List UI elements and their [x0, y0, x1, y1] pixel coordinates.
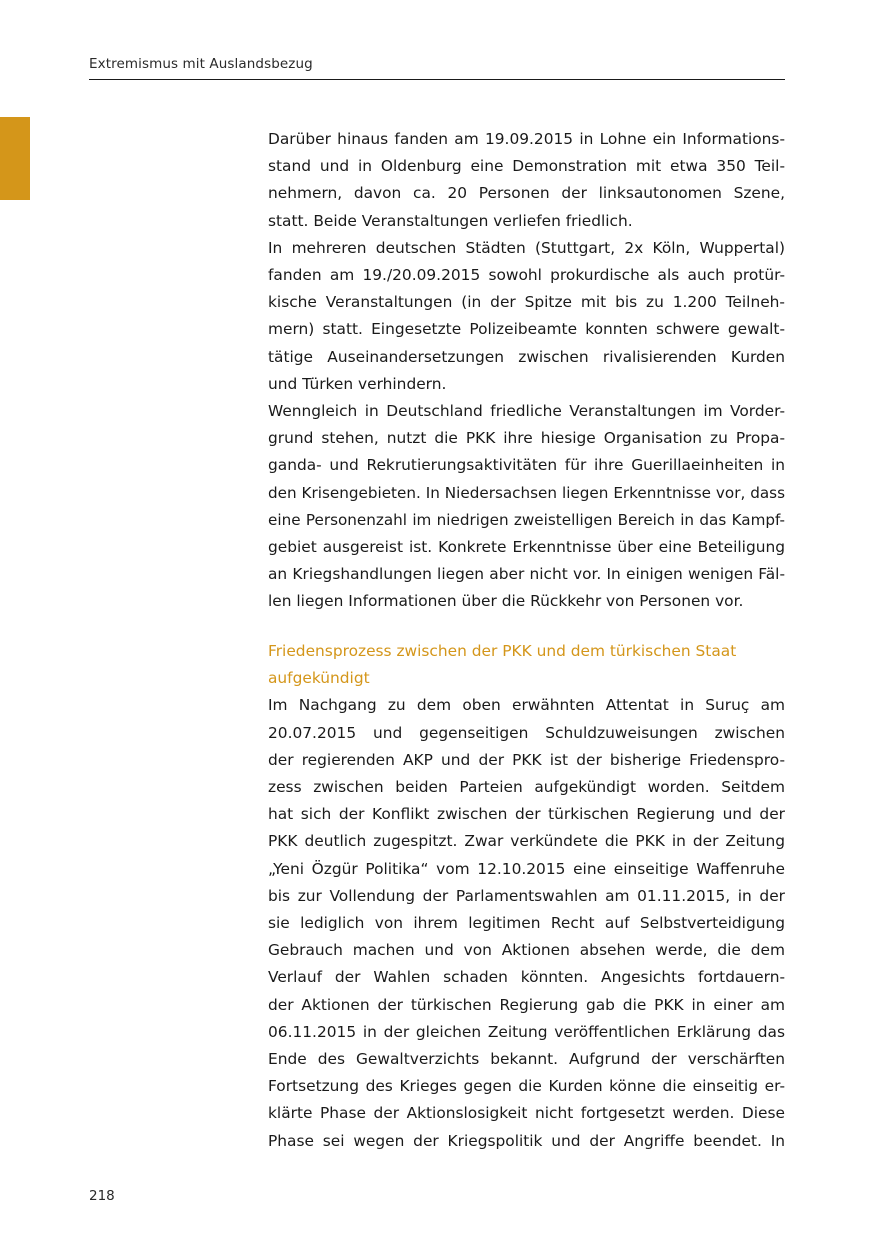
running-header: Extremismus mit Auslandsbezug: [89, 56, 313, 72]
text-line: „Yeni Özgür Politika“ vom 12.10.2015 eine einseitige Waffenruhe: [268, 859, 785, 878]
text-line: stand und in Oldenburg eine Demonstration mit etwa 350 Teil-: [268, 157, 785, 176]
text-line: Darüber hinaus fanden am 19.09.2015 in Lohne ein Informations-: [268, 130, 785, 148]
text-line: den Krisengebieten. In Niedersachsen liegen Erkenntnisse vor, dass: [268, 483, 785, 502]
paragraph-demonstrations-lower-saxony: [268, 126, 785, 235]
text-line: sie lediglich von ihrem legitimen Recht auf Selbstverteidigung: [268, 914, 785, 933]
text-line: der Aktionen der türkischen Regierung gab die PKK in einer am: [268, 995, 785, 1014]
text-line: grund stehen, nutzt die PKK ihre hiesige Organisation zu Propa-: [268, 429, 785, 448]
text-line: len liegen Informationen über die Rückkehr von Personen vor.: [268, 592, 744, 611]
section-body-column: [268, 638, 785, 1155]
text-line: In mehreren deutschen Städten (Stuttgart, 2x Köln, Wuppertal): [268, 238, 785, 257]
text-line: PKK deutlich zugespitzt. Zwar verkündete die PKK in der Zeitung: [268, 832, 785, 851]
text-line: fanden am 19./20.09.2015 sowohl prokurdische als auch protür-: [268, 266, 785, 285]
text-line: 06.11.2015 in der gleichen Zeitung veröffentlichen Erklärung das: [268, 1022, 785, 1041]
paragraph-peace-process: [268, 692, 785, 1154]
text-line: Gebrauch machen und von Aktionen absehen werde, die dem: [268, 941, 785, 960]
text-line: tätige Auseinandersetzungen zwischen rivalisierenden Kurden: [268, 347, 785, 366]
text-line: Im Nachgang zu dem oben erwähnten Attentat in Suruç am: [268, 696, 785, 715]
text-line: nehmern, davon ca. 20 Personen der linksautonomen Szene,: [268, 184, 785, 203]
text-line: Verlauf der Wahlen schaden könnten. Angesichts fortdauern-: [268, 968, 785, 987]
text-line: klärte Phase der Aktionslosigkeit nicht fortgesetzt werden. Diese: [268, 1104, 785, 1123]
body-text-column: [268, 126, 785, 616]
text-line: Phase sei wegen der Kriegspolitik und der Angriffe beendet. In: [268, 1131, 785, 1150]
text-line: der regierenden AKP und der PKK ist der bisherige Friedenspro-: [268, 750, 785, 769]
text-line: Ende des Gewaltverzichts bekannt. Aufgrund der verschärften: [268, 1050, 785, 1069]
header-divider: [89, 79, 785, 80]
text-line: und Türken verhindern.: [268, 374, 447, 393]
text-line: kische Veranstaltungen (in der Spitze mit bis zu 1.200 Teilneh-: [268, 293, 785, 312]
text-line: bis zur Vollendung der Parlamentswahlen am 01.11.2015, in der: [268, 886, 785, 905]
text-line: an Kriegshandlungen liegen aber nicht vor. In einigen wenigen Fäl-: [268, 565, 785, 584]
page-number: 218: [89, 1188, 115, 1204]
text-line: Wenngleich in Deutschland friedliche Veranstaltungen im Vorder-: [268, 402, 785, 421]
text-line: 20.07.2015 und gegenseitigen Schuldzuweisungen zwischen: [268, 723, 785, 742]
paragraph-pkk-recruitment: [268, 398, 785, 616]
text-line: hat sich der Konflikt zwischen der türkischen Regierung und der: [268, 805, 785, 824]
text-line: ganda- und Rekrutierungsaktivitäten für ihre Guerillaeinheiten in: [268, 456, 785, 475]
text-line: gebiet ausgereist ist. Konkrete Erkenntnisse über eine Beteiligung: [268, 538, 785, 557]
text-line: mern) statt. Eingesetzte Polizeibeamte konnten schwere gewalt-: [268, 320, 785, 339]
heading-line: Friedensprozess zwischen der PKK und dem türkischen Staat: [268, 642, 737, 660]
heading-line: aufgekündigt: [268, 669, 370, 688]
text-line: zess zwischen beiden Parteien aufgekündigt worden. Seitdem: [268, 778, 785, 797]
section-heading: [268, 638, 785, 692]
chapter-accent-tab: [0, 117, 30, 200]
paragraph-events-german-cities: [268, 235, 785, 398]
text-line: statt. Beide Veranstaltungen verliefen friedlich.: [268, 211, 633, 230]
text-line: Fortsetzung des Krieges gegen die Kurden könne die einseitig er-: [268, 1077, 785, 1096]
text-line: eine Personenzahl im niedrigen zweistelligen Bereich in das Kampf-: [268, 510, 785, 529]
